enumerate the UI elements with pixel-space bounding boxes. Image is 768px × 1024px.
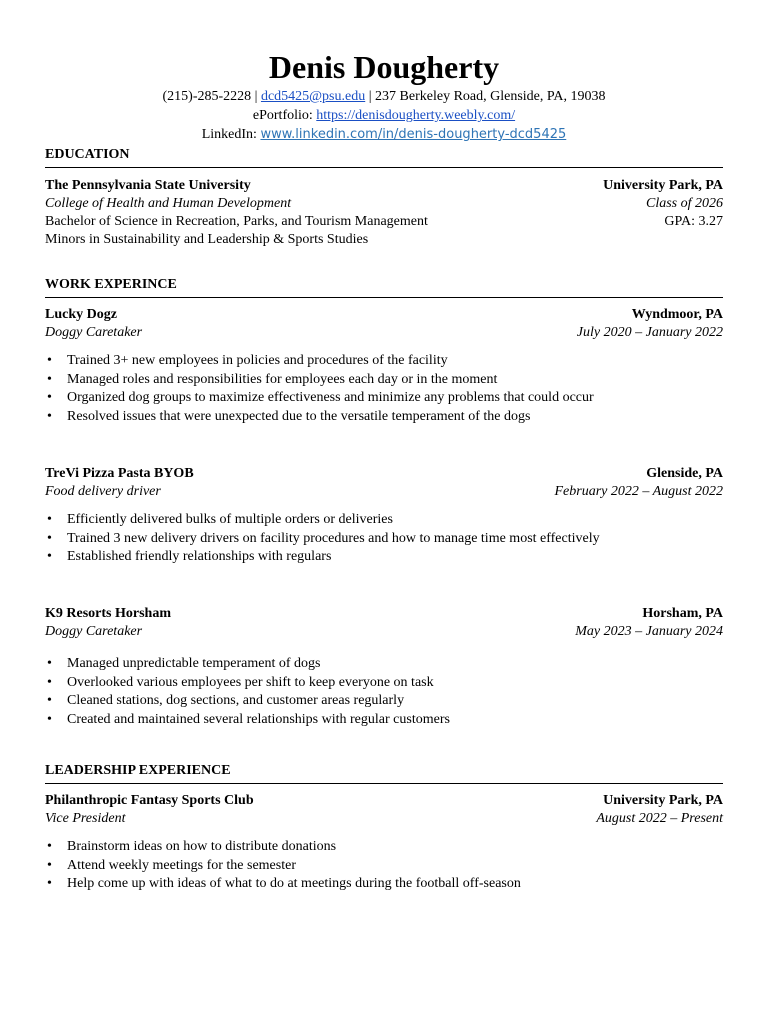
college-name: College of Health and Human Development xyxy=(45,196,292,211)
job-location: Wyndmoor, PA xyxy=(631,307,723,322)
job-dates: May 2023 – January 2024 xyxy=(575,624,723,639)
list-item: • Efficiently delivered bulks of multiple orders or deliveries xyxy=(45,511,723,530)
job-subheader xyxy=(45,324,723,342)
job-subheader xyxy=(45,623,723,641)
education-row-4 xyxy=(45,231,723,249)
list-item: • Resolved issues that were unexpected due to the versatile temperament of the dogs xyxy=(45,408,723,427)
job-location: Glenside, PA xyxy=(646,466,723,481)
list-item: • Trained 3 new delivery drivers on facility procedures and how to manage time most effectively xyxy=(45,530,723,549)
org-name: Philanthropic Fantasy Sports Club xyxy=(45,793,254,808)
school-location: University Park, PA xyxy=(603,178,723,193)
list-item: • Overlooked various employees per shift to keep everyone on task xyxy=(45,674,723,693)
job-title: Food delivery driver xyxy=(45,484,161,499)
email-link[interactable]: dcd5425@psu.edu xyxy=(260,89,366,104)
org-location: University Park, PA xyxy=(603,793,723,808)
work-heading: WORK EXPERINCE xyxy=(45,276,723,298)
job-bullets xyxy=(45,655,723,729)
candidate-name: Denis Dougherty xyxy=(268,49,500,85)
list-item: • Created and maintained several relationships with regular customers xyxy=(45,711,723,730)
role-dates: August 2022 – Present xyxy=(596,811,723,826)
list-item: • Help come up with ideas of what to do at meetings during the football off-season xyxy=(45,875,723,894)
list-item: • Established friendly relationships with regulars xyxy=(45,548,723,567)
list-item: • Organized dog groups to maximize effectiveness and minimize any problems that could occur xyxy=(45,389,723,408)
list-item: • Trained 3+ new employees in policies and procedures of the facility xyxy=(45,352,723,371)
list-item: • Cleaned stations, dog sections, and customer areas regularly xyxy=(45,692,723,711)
education-row-1 xyxy=(45,177,723,195)
company-name: Lucky Dogz xyxy=(45,307,117,322)
leadership-heading: LEADERSHIP EXPERIENCE xyxy=(45,762,723,784)
job-dates: July 2020 – January 2022 xyxy=(576,325,723,340)
leadership-header xyxy=(45,792,723,810)
list-item: • Managed unpredictable temperament of dogs xyxy=(45,655,723,674)
job-dates: February 2022 – August 2022 xyxy=(554,484,723,499)
linkedin-line xyxy=(45,126,723,144)
contact-line xyxy=(45,88,723,106)
company-name: TreVi Pizza Pasta BYOB xyxy=(45,466,194,481)
company-name: K9 Resorts Horsham xyxy=(45,606,171,621)
list-item: • Attend weekly meetings for the semester xyxy=(45,857,723,876)
role-title: Vice President xyxy=(45,811,126,826)
eportfolio-line xyxy=(45,107,723,125)
class-year: Class of 2026 xyxy=(645,196,723,211)
job-header xyxy=(45,306,723,324)
education-row-2 xyxy=(45,195,723,213)
leadership-bullets xyxy=(45,838,723,894)
linkedin-link[interactable]: www.linkedin.com/in/denis-dougherty-dcd5425 xyxy=(260,127,567,142)
school-name: The Pennsylvania State University xyxy=(45,178,251,193)
job-title: Doggy Caretaker xyxy=(45,624,143,639)
degree: Bachelor of Science in Recreation, Parks, and Tourism Management xyxy=(45,214,428,229)
leadership-subheader xyxy=(45,810,723,828)
minors: Minors in Sustainability and Leadership & Sports Studies xyxy=(45,232,369,247)
gpa: GPA: 3.27 xyxy=(664,214,723,229)
linkedin-label: LinkedIn: xyxy=(201,127,261,142)
job-bullets xyxy=(45,511,723,567)
phone-number: (215)-285-2228 | xyxy=(162,89,258,104)
education-row-3 xyxy=(45,213,723,231)
job-header xyxy=(45,465,723,483)
address: | 237 Berkeley Road, Glenside, PA, 19038 xyxy=(368,89,606,104)
list-item: • Brainstorm ideas on how to distribute donations xyxy=(45,838,723,857)
job-title: Doggy Caretaker xyxy=(45,325,143,340)
job-subheader xyxy=(45,483,723,501)
job-location: Horsham, PA xyxy=(642,606,723,621)
eportfolio-label: ePortfolio: xyxy=(252,108,317,123)
eportfolio-link[interactable]: https://denisdougherty.weebly.com/ xyxy=(316,108,516,123)
job-header xyxy=(45,605,723,623)
education-heading: EDUCATION xyxy=(45,146,723,168)
list-item: • Managed roles and responsibilities for employees each day or in the moment xyxy=(45,371,723,390)
job-bullets xyxy=(45,352,723,426)
